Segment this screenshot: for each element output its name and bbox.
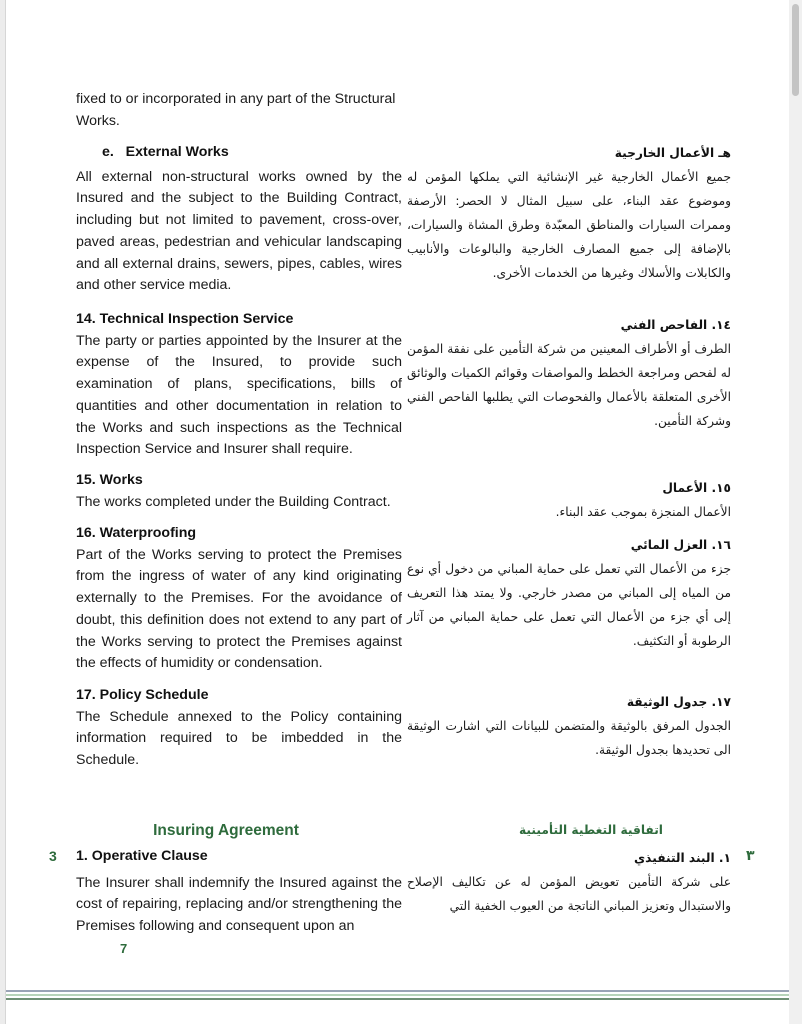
ar-insuring-agreement-heading: اتفاقية التغطية التأمينية xyxy=(519,823,663,837)
ar-operative-clause xyxy=(407,846,731,918)
en-technical-inspection-heading: 14. Technical Inspection Service xyxy=(76,311,294,327)
en-waterproofing xyxy=(76,523,402,675)
ar-external-works-body: جميع الأعمال الخارجية غير الإنشائية التي يملكها المؤمن له وموضوع عقد البناء، على سبيل المثال لا الحصر: الأرصفة وممرات السيارات والمناطق المعبّدة وطرق المشاة والسيارات، بالإضافة إلى جميع المصارف الخارجية والبالوعات والأنابيب والكابلات والأسلاك وغيرها من الخدمات الأخرى. xyxy=(407,170,731,280)
ar-waterproofing-heading: ١٦. العزل المائي xyxy=(630,538,731,552)
ar-technical-inspection-body: الطرف أو الأطراف المعينين من شركة التأمين على نفقة المؤمن له لفحص ومراجعة الخطط والمواصفات وقوائم الكميات والوثائق الأخرى المتعلقة بالأعمال والفحوصات التي يطلبها الفاحص الفني وشركة التأمين. xyxy=(407,342,731,428)
ar-external-works-heading: هـ الأعمال الخارجية xyxy=(614,146,731,160)
en-technical-inspection xyxy=(76,309,402,461)
ar-waterproofing-body: جزء من الأعمال التي تعمل على حماية المباني من دخول أي نوع من المياه إلى المباني من مصدر خارجي. ولا يمتد هذا التعريف إلى أي جزء من الأعمال التي تعمل على حماية المباني من آثار الرطوبة أو التكثيف. xyxy=(407,562,731,648)
en-operative-clause-body: The Insurer shall indemnify the Insured against the cost of repairing, replacing and/or strengthening the Premises following and consequent upon an xyxy=(76,874,402,935)
en-technical-inspection-body: The party or parties appointed by the Insurer at the expense of the Insured, to provide such examination of plans, specifications, bills of quantities and other documentation in relation to the Works and such inspections as the Technical Inspection Service and Insurer shall require. xyxy=(76,332,402,458)
ar-external-works xyxy=(407,141,731,285)
ar-operative-clause-body: على شركة التأمين تعويض المؤمن له عن تكاليف الإصلاح والاستبدال وتعزيز المباني الناتجة من العيوب الخفية التي xyxy=(407,875,731,913)
ar-technical-inspection xyxy=(407,313,731,433)
vertical-scrollbar[interactable] xyxy=(789,0,802,1024)
ar-policy-schedule-heading: ١٧. جدول الوثيقة xyxy=(626,695,731,709)
en-works-heading: 15. Works xyxy=(76,472,143,488)
ar-works xyxy=(407,476,731,524)
en-policy-schedule xyxy=(76,685,402,772)
en-section-number: 3 xyxy=(49,848,57,864)
ar-section-number: ٣ xyxy=(746,848,755,864)
en-external-works-body: All external non-structural works owned by the Insured and the subject to the Building Contract, including but not limited to pavement, cross-over, paved areas, pedestrian and vehicular landscaping and all external drains, sewers, pipes, cables, wires and other service media. xyxy=(76,168,402,294)
en-works-body: The works completed under the Building Contract. xyxy=(76,493,391,510)
ar-works-body: الأعمال المنجزة بموجب عقد البناء. xyxy=(555,505,731,519)
en-external-works xyxy=(76,142,402,297)
ar-policy-schedule-body: الجدول المرفق بالوثيقة والمتضمن للبيانات التي اشارت الوثيقة الى تحديدها بجدول الوثيقة. xyxy=(407,719,731,757)
ar-waterproofing xyxy=(407,533,731,653)
ar-policy-schedule xyxy=(407,690,731,762)
en-policy-schedule-heading: 17. Policy Schedule xyxy=(76,687,209,703)
en-intro-text: fixed to or incorporated in any part of the Structural Works. xyxy=(76,91,396,129)
en-waterproofing-heading: 16. Waterproofing xyxy=(76,525,197,541)
en-policy-schedule-body: The Schedule annexed to the Policy containing information required to be imbedded in the Schedule. xyxy=(76,708,402,769)
page-number: 7 xyxy=(120,941,128,956)
footer-rule-top xyxy=(6,990,790,992)
document-page xyxy=(5,0,790,1024)
ar-technical-inspection-heading: ١٤. الفاحص الفني xyxy=(620,318,731,332)
scrollbar-thumb[interactable] xyxy=(792,4,799,96)
en-external-works-heading: e. External Works xyxy=(102,144,229,160)
en-works xyxy=(76,470,402,513)
ar-operative-clause-heading: ١. البند التنفيذي xyxy=(634,851,731,865)
en-operative-clause-heading: 1. Operative Clause xyxy=(76,848,208,864)
ar-works-heading: ١٥. الأعمال xyxy=(662,481,731,495)
en-waterproofing-body: Part of the Works serving to protect the Premises from the ingress of water of any kind originating externally to the Premises. For the avoidance of doubt, this definition does not extend to any part of the Works serving to protect the Premises against the effects of humidity or condensation. xyxy=(76,546,402,672)
en-operative-clause xyxy=(76,846,402,938)
footer-rule-middle xyxy=(6,994,790,996)
en-insuring-agreement-heading: Insuring Agreement xyxy=(153,822,299,839)
footer-rule-bottom xyxy=(6,998,790,1000)
